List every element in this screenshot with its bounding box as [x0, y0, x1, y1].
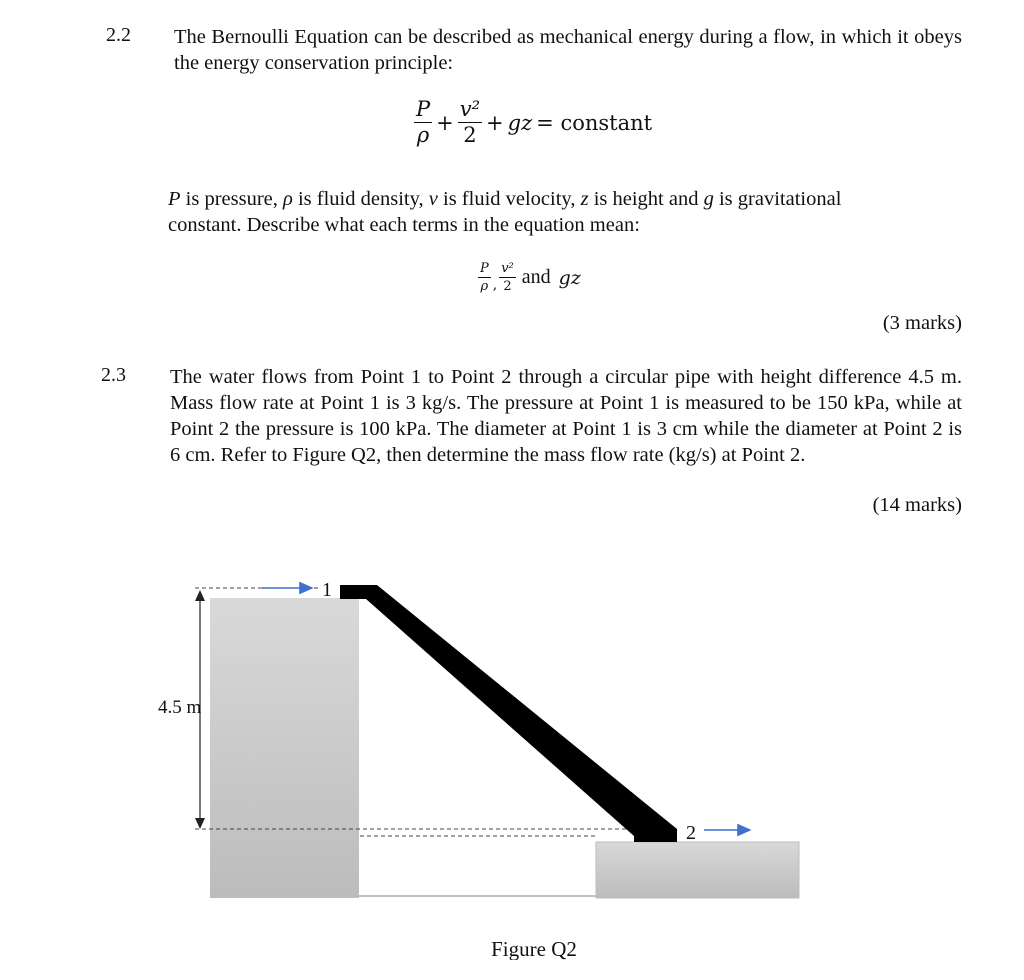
- plus-sign: +: [486, 110, 504, 135]
- velocity-term: [458, 99, 482, 146]
- plus-sign: +: [436, 110, 454, 135]
- figure-caption: Figure Q2: [491, 937, 577, 960]
- velocity-term-small: $\frac{\text{v²}}{2}$: [501, 261, 514, 294]
- pressure-term-small: $\frac{P}{\rho}$: [480, 261, 489, 294]
- density-symbol: ρ: [416, 123, 430, 147]
- comma: ,: [492, 276, 498, 293]
- height-label: 4.5 m: [158, 697, 202, 718]
- height-arrow-down: [195, 818, 205, 829]
- bernoulli-equation: [414, 99, 652, 146]
- question-number-2-3: 2.3: [101, 364, 126, 386]
- equals-constant: = constant: [536, 110, 653, 135]
- velocity-squared: v²: [459, 97, 481, 121]
- figure-q2: [0, 560, 1024, 960]
- potential-term: gz: [507, 110, 533, 135]
- definitions-line-1: P is pressure, ρ is fluid density, v is fluid velocity, z is height and g is gravitational: [168, 188, 842, 210]
- pressure-symbol: P: [416, 97, 431, 121]
- terms-list: [478, 262, 581, 293]
- pipe: [340, 585, 677, 842]
- gz-term: gz: [558, 266, 581, 289]
- question-2-3-text: The water flows from Point 1 to Point 2 through a circular pipe with height difference 4.5 m. Mass flow rate at Point 1 is 3 kg/s. The pressure at Point 1 is measured to be 150 kPa, while at Point 2 the pressure is 100 kPa. The diameter at Point 1 is 3 cm while the diameter at Point 2 is 6 cm. Refer to Figure Q2, then determine the mass flow rate (kg/s) at Point 2.: [170, 366, 962, 466]
- right-reservoir-block: [596, 842, 799, 898]
- height-arrow-up: [195, 590, 205, 601]
- point-1-label: 1: [322, 579, 332, 601]
- marks-2-2: (3 marks): [882, 312, 962, 334]
- denominator-two: 2: [463, 123, 477, 147]
- and-word: and: [521, 266, 551, 288]
- pressure-term: [414, 99, 432, 146]
- marks-2-3: (14 marks): [872, 494, 962, 516]
- point-2-label: 2: [686, 822, 696, 844]
- question-number-2-2: 2.2: [106, 24, 131, 46]
- definitions-line-2: constant. Describe what each terms in the equation mean:: [168, 214, 640, 236]
- left-reservoir-block: [210, 598, 359, 898]
- question-2-2-intro: The Bernoulli Equation can be described as mechanical energy during a flow, in which it obeys the energy conservation principle:: [174, 26, 962, 74]
